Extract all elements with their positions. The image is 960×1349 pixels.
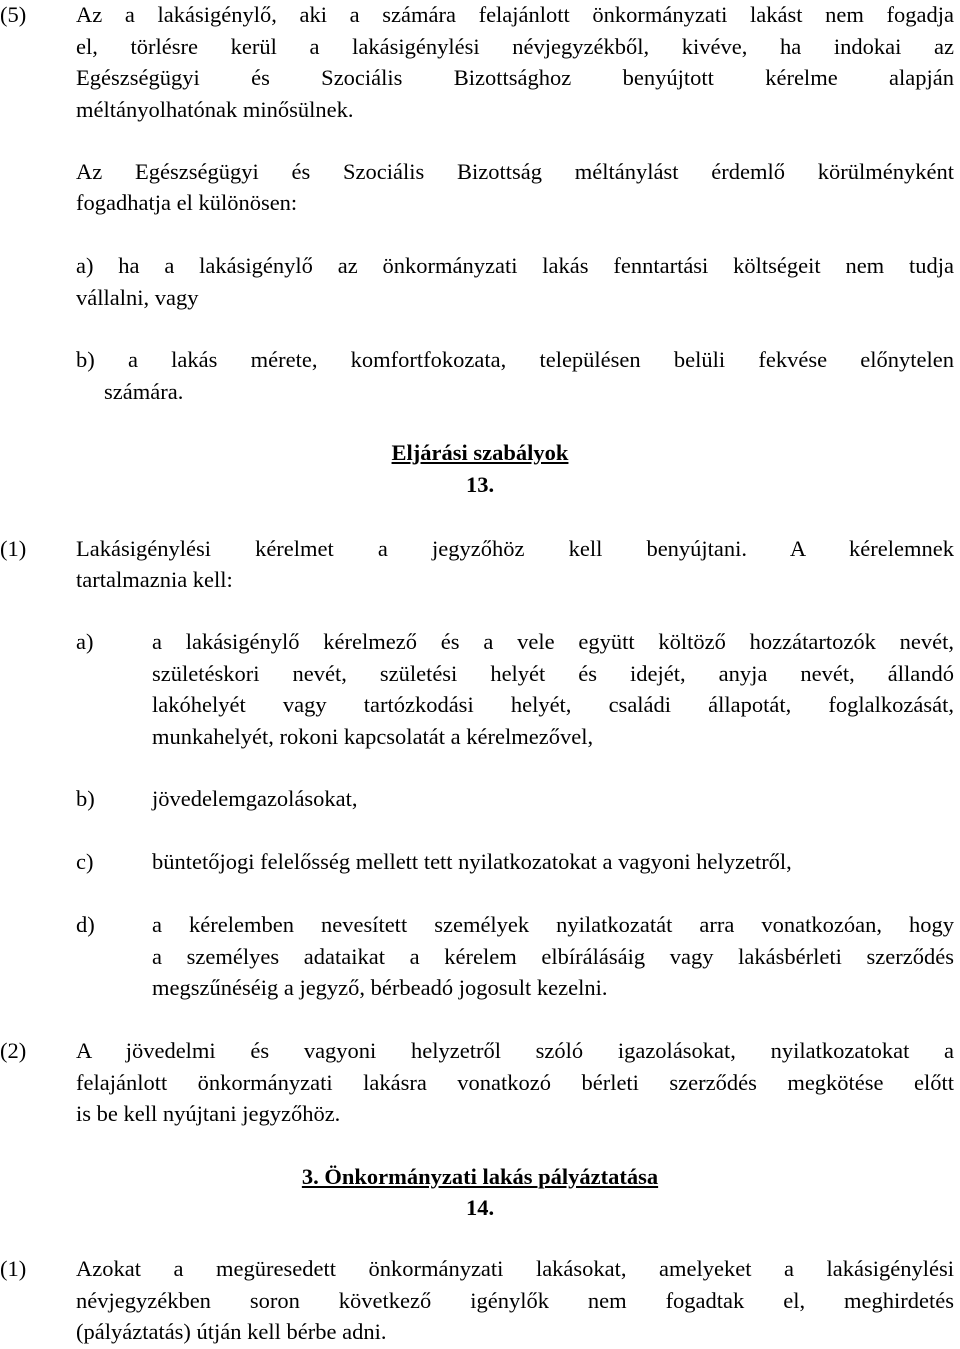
section-title: 3. Önkormányzati lakás pályáztatása <box>301 1164 659 1189</box>
section-number: 13. <box>465 472 495 497</box>
list-item-text: munkahelyét, rokoni kapcsolatát a kérelmezővel, <box>152 724 594 749</box>
text-line: A jövedelmi és vagyoni helyzetről szóló igazolásokat, nyilatkozatokat a <box>76 1038 954 1063</box>
list-letter: b) <box>76 786 95 811</box>
text-line: Egészségügyi és Szociális Bizottsághoz benyújtott kérelme alapján <box>76 65 954 90</box>
text-line: Az Egészségügyi és Szociális Bizottság méltánylást érdemlő körülményként <box>76 159 954 184</box>
text-line: névjegyzékben soron következő igénylők nem fogadtak el, meghirdetés <box>76 1288 954 1313</box>
list-item-a: a) ha a lakásigénylő az önkormányzati lakás fenntartási költségeit nem tudja <box>76 253 954 278</box>
text-line: méltányolhatónak minősülnek. <box>76 97 354 122</box>
text-line: vállalni, vagy <box>76 285 199 310</box>
list-item-text: lakóhelyét vagy tartózkodási helyét, családi állapotát, foglalkozását, <box>152 692 954 717</box>
list-item-text: születéskori nevét, születési helyét és idejét, anyja nevét, állandó <box>152 661 954 686</box>
paragraph-number: (1) <box>0 536 27 561</box>
list-letter: c) <box>76 849 94 874</box>
text-line: felajánlott önkormányzati lakásra vonatkozó bérleti szerződés megkötése előtt <box>76 1070 954 1095</box>
list-item-text: büntetőjogi felelősség mellett tett nyilatkozatokat a vagyoni helyzetről, <box>152 849 792 874</box>
text-line: el, törlésre kerül a lakásigénylési névjegyzékből, kivéve, ha indokai az <box>76 34 954 59</box>
text-line: fogadhatja el különösen: <box>76 190 298 215</box>
paragraph-number: (1) <box>0 1256 27 1281</box>
list-item-text: a személyes adataikat a kérelem elbírálásáig vagy lakásbérleti szerződés <box>152 944 954 969</box>
list-item-text: jövedelemgazolásokat, <box>152 786 358 811</box>
list-letter: d) <box>76 912 95 937</box>
list-item-text: megszűnéséig a jegyző, bérbeadó jogosult kezelni. <box>152 975 608 1000</box>
text-line: Az a lakásigénylő, aki a számára felajánlott önkormányzati lakást nem fogadja <box>76 2 954 27</box>
paragraph-number: (2) <box>0 1038 27 1063</box>
section-title: Eljárási szabályok <box>391 440 569 465</box>
paragraph-number: (5) <box>0 2 27 27</box>
list-letter: a) <box>76 629 94 654</box>
text-line: számára. <box>104 379 184 404</box>
text-line: Lakásigénylési kérelmet a jegyzőhöz kell benyújtani. A kérelemnek <box>76 536 954 561</box>
list-item-text: a lakásigénylő kérelmező és a vele együtt költöző hozzátartozók nevét, <box>152 629 954 654</box>
text-line: is be kell nyújtani jegyzőhöz. <box>76 1101 341 1126</box>
text-line: Azokat a megüresedett önkormányzati lakásokat, amelyeket a lakásigénylési <box>76 1256 954 1281</box>
list-item-b: b) a lakás mérete, komfortfokozata, településen belüli fekvése előnytelen <box>76 347 954 372</box>
text-line: tartalmaznia kell: <box>76 567 233 592</box>
list-item-text: a kérelemben nevesített személyek nyilatkozatát arra vonatkozóan, hogy <box>152 912 954 937</box>
section-number: 14. <box>465 1195 495 1220</box>
text-line: (pályáztatás) útján kell bérbe adni. <box>76 1319 387 1344</box>
